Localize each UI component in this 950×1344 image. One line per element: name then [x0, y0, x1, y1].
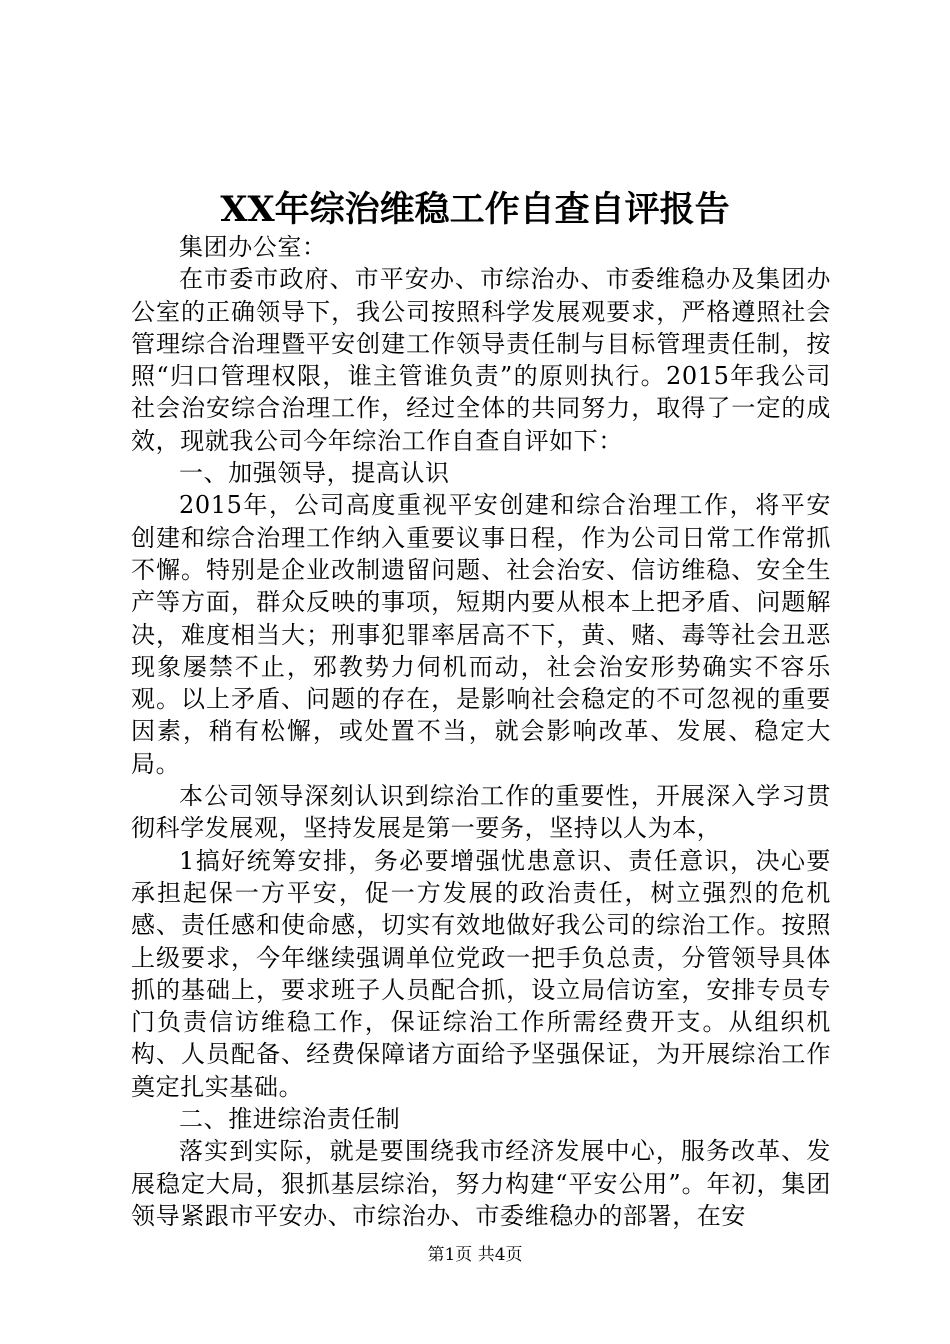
- document-title: XX年综治维稳工作自查自评报告: [220, 189, 730, 230]
- document-body: [131, 231, 831, 1232]
- paragraph-section-1: 2015年，公司高度重视平安创建和综合治理工作，将平安创建和综合治理工作纳入重要议事日程，作为公司日常工作常抓不懈。特别是企业改制遗留问题、社会治安、信访维稳、安全生产等方面，群众反映的事项，短期内要从根本上把矛盾、问题解决，难度相当大；刑事犯罪率居高不下，黄、赌、毒等社会丑恶现象屡禁不止，邪教势力伺机而动，社会治安形势确实不容乐观。以上矛盾、问题的存在，是影响社会稳定的不可忽视的重要因素，稍有松懈，或处置不当，就会影响改革、发展、稳定大局。: [131, 491, 831, 778]
- section-heading-2: 二、推进综治责任制: [179, 1105, 401, 1134]
- paragraph-section-2: 落实到实际，就是要围绕我市经济发展中心，服务改革、发展稳定大局，狠抓基层综治，努力构建“平安公用”。年初，集团领导紧跟市平安办、市综治办、市委维稳办的部署，在安: [131, 1137, 831, 1230]
- paragraph-intro: 在市委市政府、市平安办、市综治办、市委维稳办及集团办公室的正确领导下，我公司按照科学发展观要求，严格遵照社会管理综合治理暨平安创建工作领导责任制与目标管理责任制，按照“归口管理权限，谁主管谁负责”的原则执行。2015年我公司社会治安综合治理工作，经过全体的共同努力，取得了一定的成效，现就我公司今年综治工作自查自评如下：: [131, 265, 831, 455]
- paragraph-salutation: 集团办公室：: [179, 233, 327, 261]
- page-number-footer: 第1页 共4页: [427, 1245, 523, 1265]
- paragraph-item-1: 1搞好统筹安排，务必要增强忧患意识、责任意识，决心要承担起保一方平安，促一方发展的政治责任，树立强烈的危机感、责任感和使命感，切实有效地做好我公司的综治工作。按照上级要求，今年继续强调单位党政一把手负总责，分管领导具体抓的基础上，要求班子人员配合抓，设立局信访室，安排专员专门负责信访维稳工作，保证综治工作所需经费开支。从组织机构、人员配备、经费保障诸方面给予坚强保证，为开展综治工作奠定扎实基础。: [131, 846, 831, 1101]
- paragraph-leadership: 本公司领导深刻认识到综治工作的重要性，开展深入学习贯彻科学发展观，坚持发展是第一要务，坚持以人为本，: [131, 782, 831, 843]
- section-heading-1: 一、加强领导，提高认识: [179, 459, 450, 488]
